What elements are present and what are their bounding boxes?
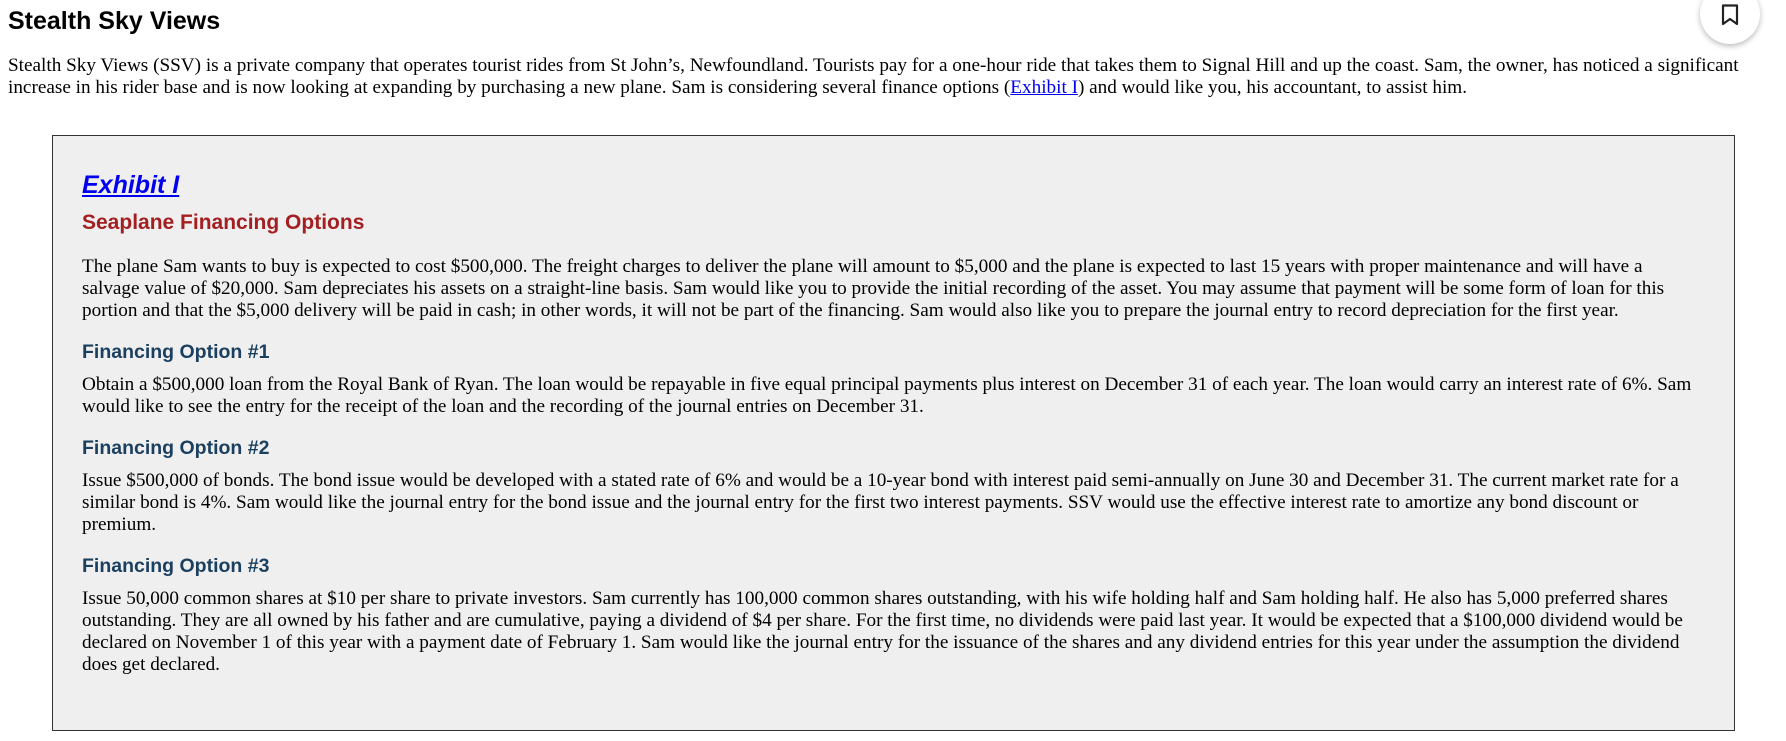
option-3-title: Financing Option #3 bbox=[82, 555, 270, 577]
option-1-body: Obtain a $500,000 loan from the Royal Bank of Ryan. The loan would be repayable in five equal principal payments plus interest on December 31 of each year. The loan would carry an interest rate of 6%. Sam would like to see the entry for the receipt of the loan and the recording of the journal entries on December 31. bbox=[82, 374, 1692, 417]
bookmark-button[interactable] bbox=[1700, 0, 1760, 44]
page-title: Stealth Sky Views bbox=[8, 7, 221, 35]
intro-text-end: ) and would like you, his accountant, to assist him. bbox=[1077, 77, 1467, 98]
intro-paragraph bbox=[8, 55, 1778, 99]
option-2-title: Financing Option #2 bbox=[82, 437, 270, 459]
exhibit-link[interactable]: Exhibit I bbox=[1010, 77, 1078, 98]
bookmark-icon bbox=[1721, 4, 1739, 26]
exhibit-heading bbox=[82, 170, 1704, 200]
section-title: Seaplane Financing Options bbox=[82, 211, 365, 234]
exhibit-panel bbox=[52, 135, 1735, 731]
exhibit-anchor[interactable]: Exhibit I bbox=[82, 171, 180, 199]
option-2-body: Issue $500,000 of bonds. The bond issue would be developed with a stated rate of 6% and would be a 10-year bond with interest paid semi-annually on June 30 and December 31. The current market rate for a similar bond is 4%. Sam would like the journal entry for the bond issue and the journal entry for the first two interest payments. SSV would use the effective interest rate to amortize any bond discount or premium. bbox=[82, 470, 1679, 535]
option-1-title: Financing Option #1 bbox=[82, 341, 270, 363]
option-3-body: Issue 50,000 common shares at $10 per share to private investors. Sam currently has 100,000 common shares outstanding, with his wife holding half and Sam holding half. He also has 5,000 preferred shares outstanding. They are all owned by his father and are cumulative, paying a dividend of $4 per share. For the first time, no dividends were paid last year. It would be expected that a $100,000 dividend would be declared on November 1 of this year with a payment date of February 1. Sam would like the journal entry for the issuance of the shares and any dividend entries for this year under the assumption the dividend does get declared. bbox=[82, 588, 1683, 675]
exhibit-description: The plane Sam wants to buy is expected to cost $500,000. The freight charges to deliver the plane will amount to $5,000 and the plane is expected to last 15 years with proper maintenance and will have a salvage value of $20,000. Sam depreciates his assets on a straight-line basis. Sam would like you to provide the initial recording of the asset. You may assume that payment will be some form of loan for this portion and that the $5,000 delivery will be paid in cash; in other words, it will not be part of the financing. Sam would also like you to prepare the journal entry to record depreciation for the first year. bbox=[82, 256, 1665, 321]
intro-text-start: Stealth Sky Views (SSV) is a private company that operates tourist rides from St John’s, Newfoundland. Tourists pay for a one-hour ride that takes them to Signal Hill and up the coast. Sam, the owner, has noticed a significant increase in his rider base and is now looking at expanding by purchasing a new plane. Sam is considering several finance options ( bbox=[8, 55, 1739, 98]
